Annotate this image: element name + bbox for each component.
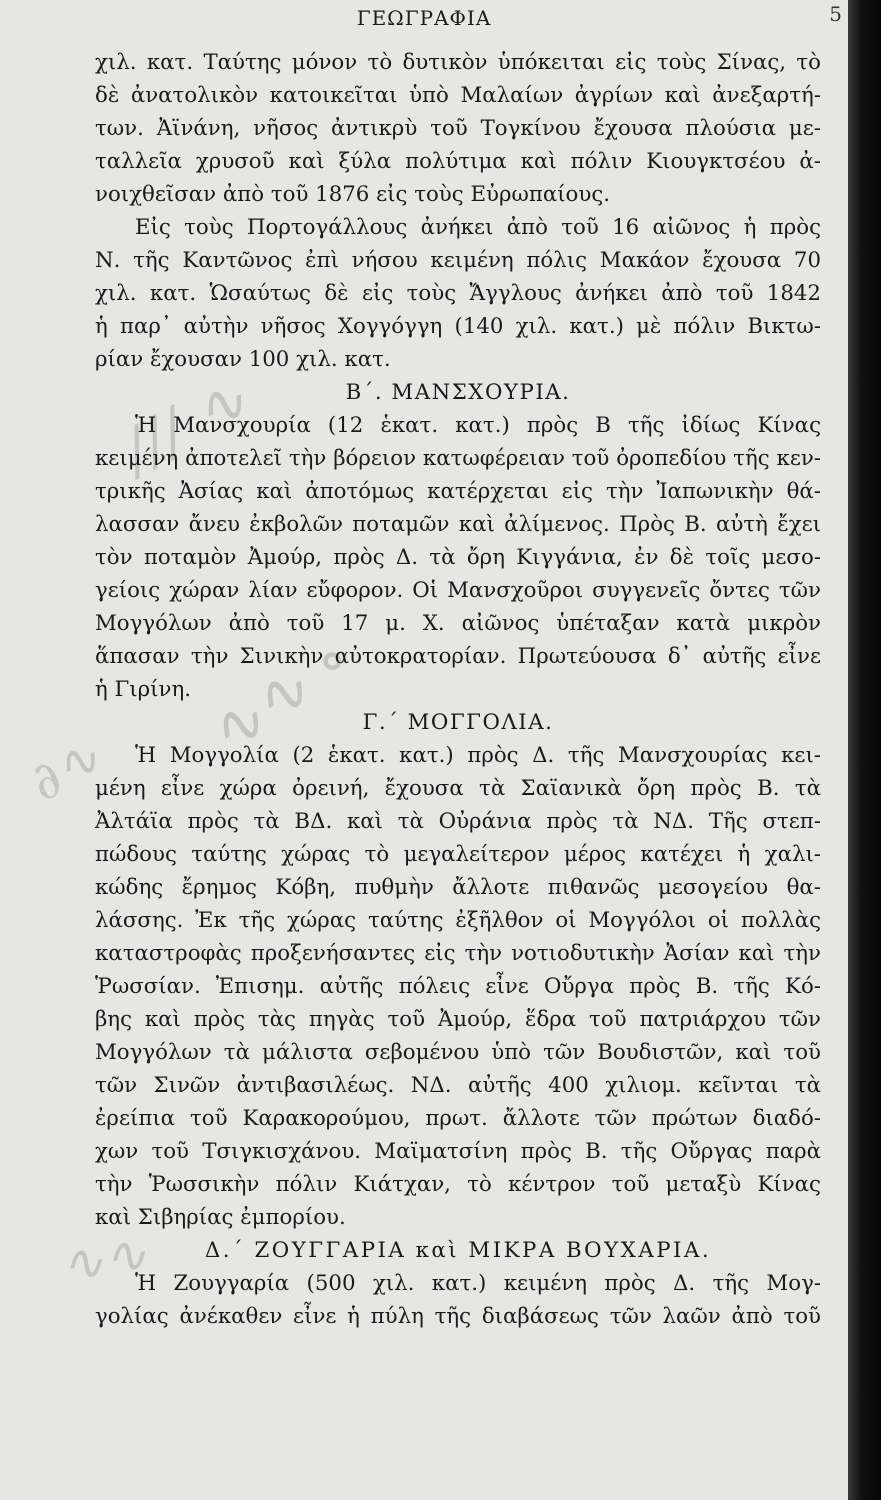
text-line: των. Ἀϊνάνη, νῆσος ἀντικρὺ τοῦ Τογκίνου ἔχουσα πλούσια με- (95, 116, 821, 141)
section-heading: Δ.΄ ΖΟΥΓΓΑΡΙΑ καὶ ΜΙΚΡΑ ΒΟΥΧΑΡΙΑ. (204, 1238, 712, 1263)
pencil-mark: ∿∿ ∘ (193, 621, 366, 773)
text-line: πώδους ταύτης χώρας τὸ μεγαλείτερον μέρος κατέχει ἡ χαλι- (95, 842, 821, 867)
text-line: ἅπασαν τὴν Σινικὴν αὐτοκρατορίαν. Πρωτεύουσα δ᾽ αὐτῆς εἶνε (95, 644, 821, 669)
text-line: Ἡ Μανσχουρία (12 ἑκατ. κατ.) πρὸς Β τῆς ἰδίως Κίνας (135, 413, 821, 438)
page-header-title: ΓΕΩΓΡΑΦΙΑ (356, 6, 492, 30)
text-line: λάσσης. Ἐκ τῆς χώρας ταύτης ἐξῆλθον οἱ Μογγόλοι οἱ πολλὰς (95, 908, 821, 933)
text-line: Εἰς τοὺς Πορτογάλλους ἀνήκει ἀπὸ τοῦ 16 αἰῶνος ἡ πρὸς (135, 215, 821, 240)
book-binding-edge (848, 0, 881, 1500)
text-line: Ἀλτάϊα πρὸς τὰ ΒΔ. καὶ τὰ Οὐράνια πρὸς τὰ ΝΔ. Τῆς στεπ- (95, 809, 821, 834)
pencil-mark: ∕∕∕ ∿ (111, 363, 259, 487)
text-line: τὴν Ῥωσσικὴν πόλιν Κιάτχαν, τὸ κέντρον τοῦ μεταξὺ Κίνας (95, 1172, 821, 1197)
text-line: καὶ Σιβηρίας ἐμπορίου. (95, 1205, 346, 1230)
text-line: Μογγόλων ἀπὸ τοῦ 17 μ. Χ. αἰῶνος ὑπέταξαν κατὰ μικρὸν (95, 611, 821, 636)
text-line: τὸν ποταμὸν Ἀμούρ, πρὸς Δ. τὰ ὄρη Κιγγάνια, ἐν δὲ τοῖς μεσο- (95, 545, 821, 570)
text-line: Ἡ Ζουγγαρία (500 χιλ. κατ.) κειμένη πρὸς Δ. τῆς Μογ- (135, 1271, 821, 1296)
text-line: λασσαν ἄνευ ἐκβολῶν ποταμῶν καὶ ἀλίμενος. Πρὸς Β. αὐτὴ ἔχει (95, 512, 821, 537)
text-line: καταστροφὰς προξενήσαντες εἰς τὴν νοτιοδυτικὴν Ἀσίαν καὶ τὴν (95, 941, 821, 966)
page-number: 5 (829, 2, 842, 26)
text-line: μένη εἶνε χώρα ὀρεινή, ἔχουσα τὰ Σαϊανικὰ ὄρη πρὸς Β. τὰ (95, 776, 821, 801)
text-line: ἐρείπια τοῦ Καρακορούμου, πρωτ. ἄλλοτε τῶν πρώτων διαδό- (95, 1106, 821, 1131)
text-line: ἡ παρ᾽ αὐτὴν νῆσος Χογγόγγη (140 χιλ. κατ.) μὲ πόλιν Βικτω- (95, 314, 821, 339)
text-line: ἡ Γιρίνη. (95, 677, 192, 702)
text-line: γολίας ἀνέκαθεν εἶνε ἡ πύλη τῆς διαβάσεως τῶν λαῶν ἀπὸ τοῦ (95, 1304, 821, 1329)
section-heading: Γ.΄ ΜΟΓΓΟΛΙΑ. (362, 710, 554, 735)
text-line: κώδης ἔρημος Κόβη, πυθμὴν ἄλλοτε πιθανῶς μεσογείου θα- (95, 875, 821, 900)
text-line: δὲ ἀνατολικὸν κατοικεῖται ὑπὸ Μαλαίων ἀγρίων καὶ ἀνεξαρτή- (95, 83, 821, 108)
text-line: ρίαν ἔχουσαν 100 χιλ. κατ. (95, 347, 391, 372)
page-body-text (95, 46, 821, 1333)
text-line: Μογγόλων τὰ μάλιστα σεβομένου ὑπὸ τῶν Βουδιστῶν, καὶ τοῦ (95, 1040, 821, 1065)
text-line: τῶν Σινῶν ἀντιβασιλέως. ΝΔ. αὐτῆς 400 χιλιομ. κεῖνται τὰ (95, 1073, 821, 1098)
section-heading: Β΄. ΜΑΝΣΧΟΥΡΙΑ. (345, 380, 571, 405)
pencil-mark: ∿∿ (55, 1222, 152, 1298)
text-line: τρικῆς Ἀσίας καὶ ἀποτόμως κατέρχεται εἰς τὴν Ἰαπωνικὴν θά- (95, 479, 821, 504)
text-line: χιλ. κατ. Ταύτης μόνον τὸ δυτικὸν ὑπόκειται εἰς τοὺς Σίνας, τὸ (95, 50, 821, 75)
text-line: Ν. τῆς Καντῶνος ἐπὶ νήσου κειμένη πόλις Μακάον ἔχουσα 70 (95, 248, 821, 273)
text-line: βης καὶ πρὸς τὰς πηγὰς τοῦ Ἀμούρ, ἕδρα τοῦ πατριάρχου τῶν (95, 1007, 821, 1032)
text-line: χων τοῦ Τσιγκισχάνου. Μαϊματσίνη πρὸς Β. τῆς Οὔργας παρὰ (95, 1139, 821, 1164)
text-line: Ῥωσσίαν. Ἐπισημ. αὐτῆς πόλεις εἶνε Οὔργα πρὸς Β. τῆς Κό- (95, 974, 821, 999)
text-line: νοιχθεῖσαν ἀπὸ τοῦ 1876 εἰς τοὺς Εὐρωπαίους. (95, 182, 611, 207)
text-line: χιλ. κατ. Ὡσαύτως δὲ εἰς τοὺς Ἄγγλους ἀνήκει ἀπὸ τοῦ 1842 (95, 281, 821, 306)
pencil-mark: ∂∿ (19, 726, 111, 814)
text-line: ταλλεῖα χρυσοῦ καὶ ξύλα πολύτιμα καὶ πόλιν Κιουγκτσέου ἀ- (95, 149, 821, 174)
text-line: γείοις χώραν λίαν εὔφορον. Οἱ Μανσχοῦροι συγγενεῖς ὄντες τῶν (95, 578, 821, 603)
text-line: κειμένη ἀποτελεῖ τὴν βόρειον κατωφέρειαν τοῦ ὀροπεδίου τῆς κεν- (95, 446, 821, 471)
text-line: Ἡ Μογγολία (2 ἑκατ. κατ.) πρὸς Δ. τῆς Μανσχουρίας κει- (135, 743, 821, 768)
